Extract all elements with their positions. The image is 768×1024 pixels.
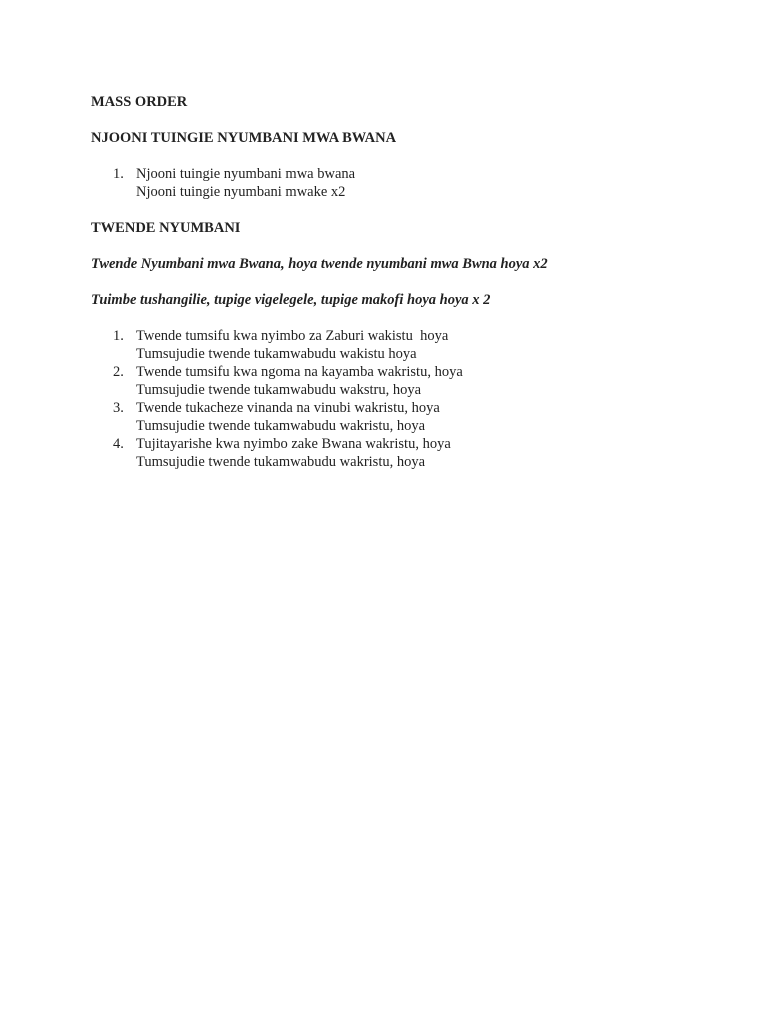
verse-line: Tumsujudie twende tukamwabudu wakristu, hoya — [136, 418, 426, 434]
list-item-number: 2. — [113, 364, 124, 380]
section-heading-twende: TWENDE NYUMBANI — [91, 220, 241, 236]
verse-line: Tumsujudie twende tukamwabudu wakstru, hoya — [136, 382, 422, 398]
list-item-number: 1. — [113, 166, 124, 182]
document-body — [91, 93, 711, 489]
refrain-line-1: Twende Nyumbani mwa Bwana, hoya twende nyumbani mwa Bwna hoya x2 — [91, 256, 548, 272]
numbered-list-twende — [91, 327, 711, 471]
numbered-list-njooni — [91, 165, 711, 201]
section-heading-njooni: NJOONI TUINGIE NYUMBANI MWA BWANA — [91, 130, 397, 146]
refrain-line-2: Tuimbe tushangilie, tupige vigelegele, tupige makofi hoya hoya x 2 — [91, 292, 491, 308]
verse-line: Twende tumsifu kwa nyimbo za Zaburi wakistu hoya — [136, 328, 449, 344]
verse-line: Njooni tuingie nyumbani mwa bwana — [136, 166, 356, 182]
list-item — [91, 435, 711, 471]
list-item-number: 4. — [113, 436, 124, 452]
verse-line: Tumsujudie twende tukamwabudu wakistu hoya — [136, 346, 417, 362]
verse-line: Tumsujudie twende tukamwabudu wakristu, hoya — [136, 454, 426, 470]
list-item — [91, 363, 711, 399]
verse-line: Twende tumsifu kwa ngoma na kayamba wakristu, hoya — [136, 364, 463, 380]
list-item — [91, 327, 711, 363]
list-item — [91, 165, 711, 201]
list-item — [91, 399, 711, 435]
list-item-number: 3. — [113, 400, 124, 416]
document-title: MASS ORDER — [91, 94, 188, 110]
verse-line: Twende tukacheze vinanda na vinubi wakristu, hoya — [136, 400, 440, 416]
verse-line: Tujitayarishe kwa nyimbo zake Bwana wakristu, hoya — [136, 436, 451, 452]
verse-line: Njooni tuingie nyumbani mwake x2 — [136, 184, 346, 200]
list-item-number: 1. — [113, 328, 124, 344]
